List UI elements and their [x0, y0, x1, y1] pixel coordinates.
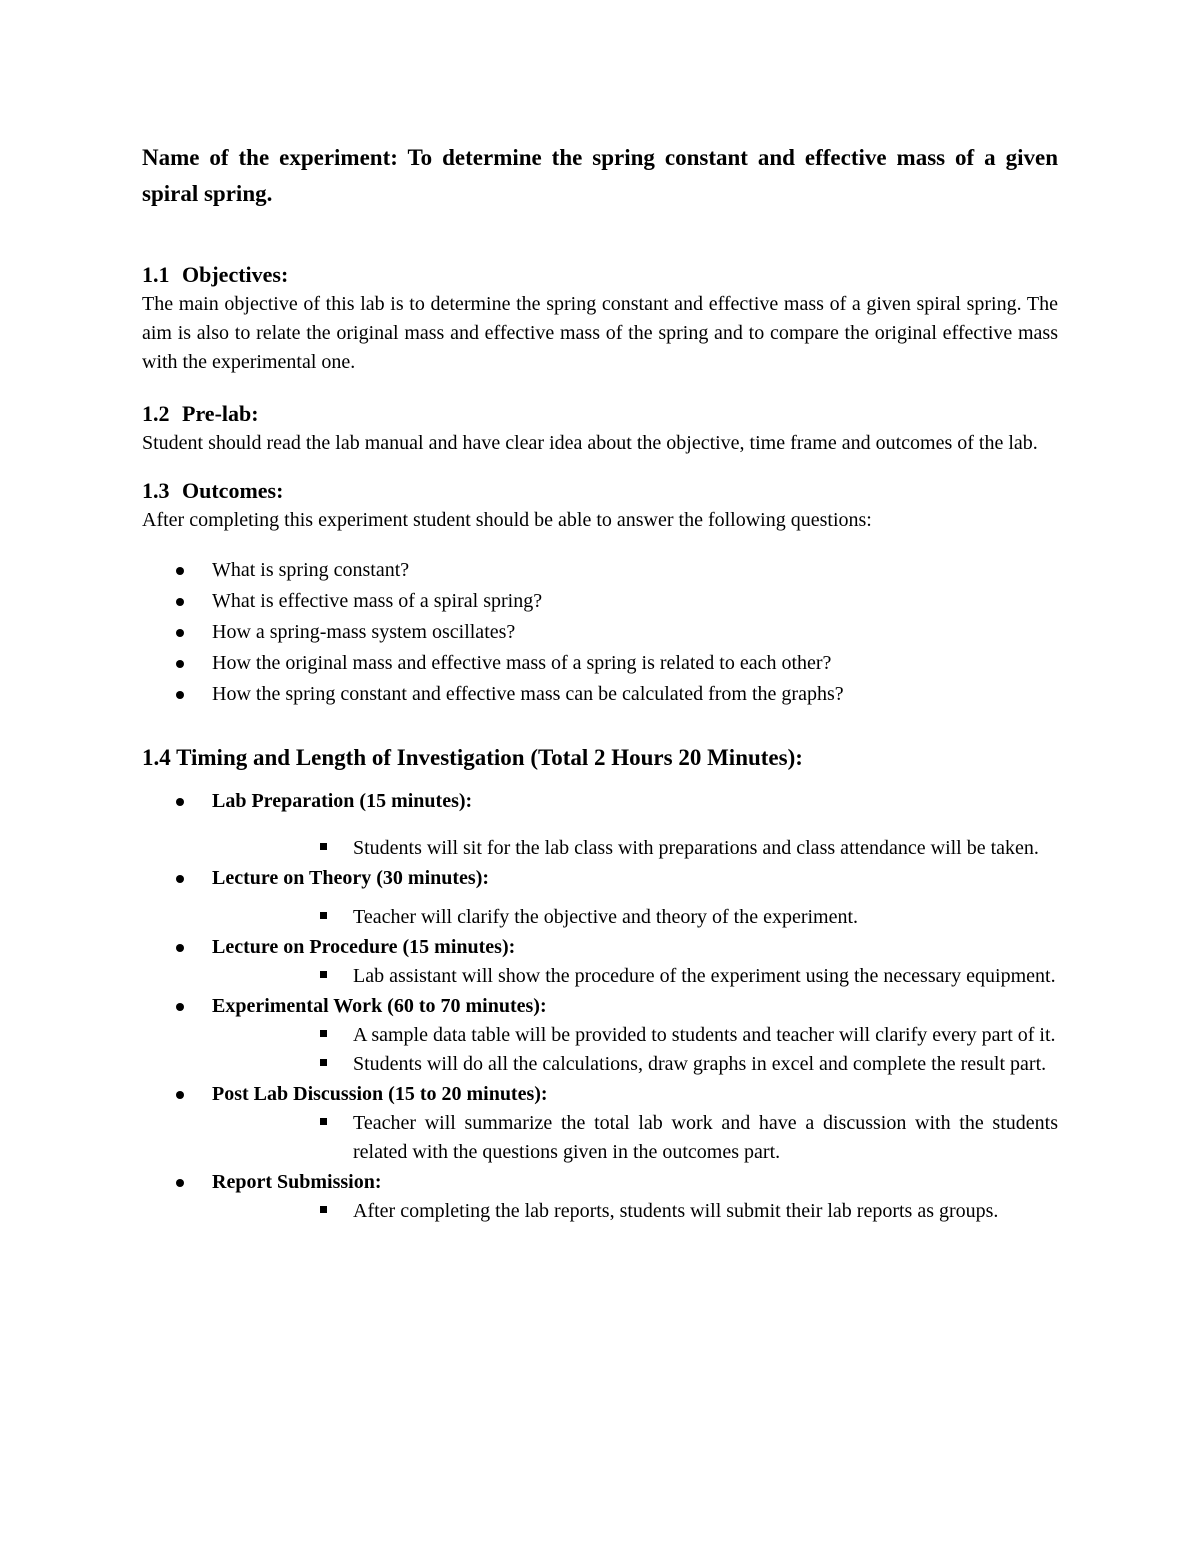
square-bullet-icon	[320, 912, 327, 919]
timing-detail	[142, 1197, 1058, 1226]
bullet-icon	[176, 629, 184, 637]
square-bullet-icon	[320, 1030, 327, 1037]
document-content	[142, 140, 1058, 1226]
timing-detail	[142, 1050, 1058, 1079]
timing-detail-list	[212, 1109, 1058, 1167]
outcome-questions-list	[142, 555, 1058, 710]
timing-item	[142, 1079, 1058, 1167]
bullet-icon	[176, 944, 184, 952]
outcomes-heading-text: Outcomes:	[182, 478, 284, 503]
timing-item	[142, 786, 1058, 863]
timing-detail-text: Lab assistant will show the procedure of the experiment using the necessary equipment.	[353, 965, 1056, 987]
timing-list	[142, 786, 1058, 1226]
timing-item-label: Experimental Work (60 to 70 minutes):	[212, 995, 547, 1017]
outcome-question	[142, 586, 1058, 617]
timing-item-label: Lecture on Procedure (15 minutes):	[212, 936, 516, 958]
bullet-icon	[176, 660, 184, 668]
objectives-heading-text: Objectives:	[182, 262, 289, 287]
bullet-icon	[176, 1179, 184, 1187]
square-bullet-icon	[320, 1206, 327, 1213]
timing-detail-list	[212, 834, 1058, 863]
bullet-icon	[176, 798, 184, 806]
timing-item	[142, 1167, 1058, 1226]
bullet-icon	[176, 1091, 184, 1099]
timing-detail-text: After completing the lab reports, students will submit their lab reports as groups.	[353, 1200, 999, 1222]
timing-detail	[142, 903, 1058, 932]
question-text: How a spring-mass system oscillates?	[212, 621, 516, 643]
timing-detail-text: Teacher will summarize the total lab work and have a discussion with the students related with the questions given in the outcomes part.	[353, 1112, 1058, 1163]
square-bullet-icon	[320, 971, 327, 978]
prelab-heading-text: Pre-lab:	[182, 401, 259, 426]
timing-detail-list	[212, 1021, 1058, 1079]
objectives-number: 1.1	[142, 262, 170, 287]
bullet-icon	[176, 567, 184, 575]
question-text: How the original mass and effective mass of a spring is related to each other?	[212, 652, 832, 674]
square-bullet-icon	[320, 843, 327, 850]
question-text: What is effective mass of a spiral spring?	[212, 590, 543, 612]
prelab-paragraph: Student should read the lab manual and have clear idea about the objective, time frame and outcomes of the lab.	[142, 432, 1038, 454]
timing-item	[142, 863, 1058, 932]
bullet-icon	[176, 875, 184, 883]
experiment-title: Name of the experiment: To determine the spring constant and effective mass of a given spiral spring.	[142, 145, 1058, 206]
timing-heading: 1.4 Timing and Length of Investigation (Total 2 Hours 20 Minutes):	[142, 745, 803, 770]
bullet-icon	[176, 691, 184, 699]
outcome-question	[142, 617, 1058, 648]
square-bullet-icon	[320, 1059, 327, 1066]
timing-detail	[142, 1021, 1058, 1050]
timing-item-label: Report Submission:	[212, 1171, 382, 1193]
timing-detail	[142, 962, 1058, 991]
timing-detail-list	[212, 1197, 1058, 1226]
timing-detail-list	[212, 903, 1058, 932]
timing-detail	[142, 1109, 1058, 1167]
timing-detail-text: Teacher will clarify the objective and theory of the experiment.	[353, 906, 859, 928]
timing-item-label: Post Lab Discussion (15 to 20 minutes):	[212, 1083, 548, 1105]
timing-item-label: Lecture on Theory (30 minutes):	[212, 867, 490, 889]
timing-detail-text: A sample data table will be provided to students and teacher will clarify every part of it.	[353, 1024, 1056, 1046]
prelab-number: 1.2	[142, 401, 170, 426]
timing-detail-list	[212, 962, 1058, 991]
outcome-question	[142, 679, 1058, 710]
outcome-question	[142, 648, 1058, 679]
outcomes-heading	[142, 476, 1058, 506]
timing-detail-text: Students will do all the calculations, draw graphs in excel and complete the result part.	[353, 1053, 1047, 1075]
question-text: How the spring constant and effective mass can be calculated from the graphs?	[212, 683, 844, 705]
prelab-heading	[142, 399, 1058, 429]
bullet-icon	[176, 1003, 184, 1011]
timing-item-label: Lab Preparation (15 minutes):	[212, 790, 473, 812]
outcomes-paragraph: After completing this experiment student should be able to answer the following questions:	[142, 509, 872, 531]
timing-item	[142, 991, 1058, 1079]
objectives-heading	[142, 260, 1058, 290]
outcome-question	[142, 555, 1058, 586]
timing-detail	[142, 834, 1058, 863]
outcomes-number: 1.3	[142, 478, 170, 503]
timing-item	[142, 932, 1058, 991]
bullet-icon	[176, 598, 184, 606]
timing-detail-text: Students will sit for the lab class with preparations and class attendance will be taken.	[353, 837, 1039, 859]
objectives-paragraph: The main objective of this lab is to determine the spring constant and effective mass of a given spiral spring. The aim is also to relate the original mass and effective mass of the spring and to compare the original effective mass with the experimental one.	[142, 293, 1058, 373]
square-bullet-icon	[320, 1118, 327, 1125]
question-text: What is spring constant?	[212, 559, 410, 581]
